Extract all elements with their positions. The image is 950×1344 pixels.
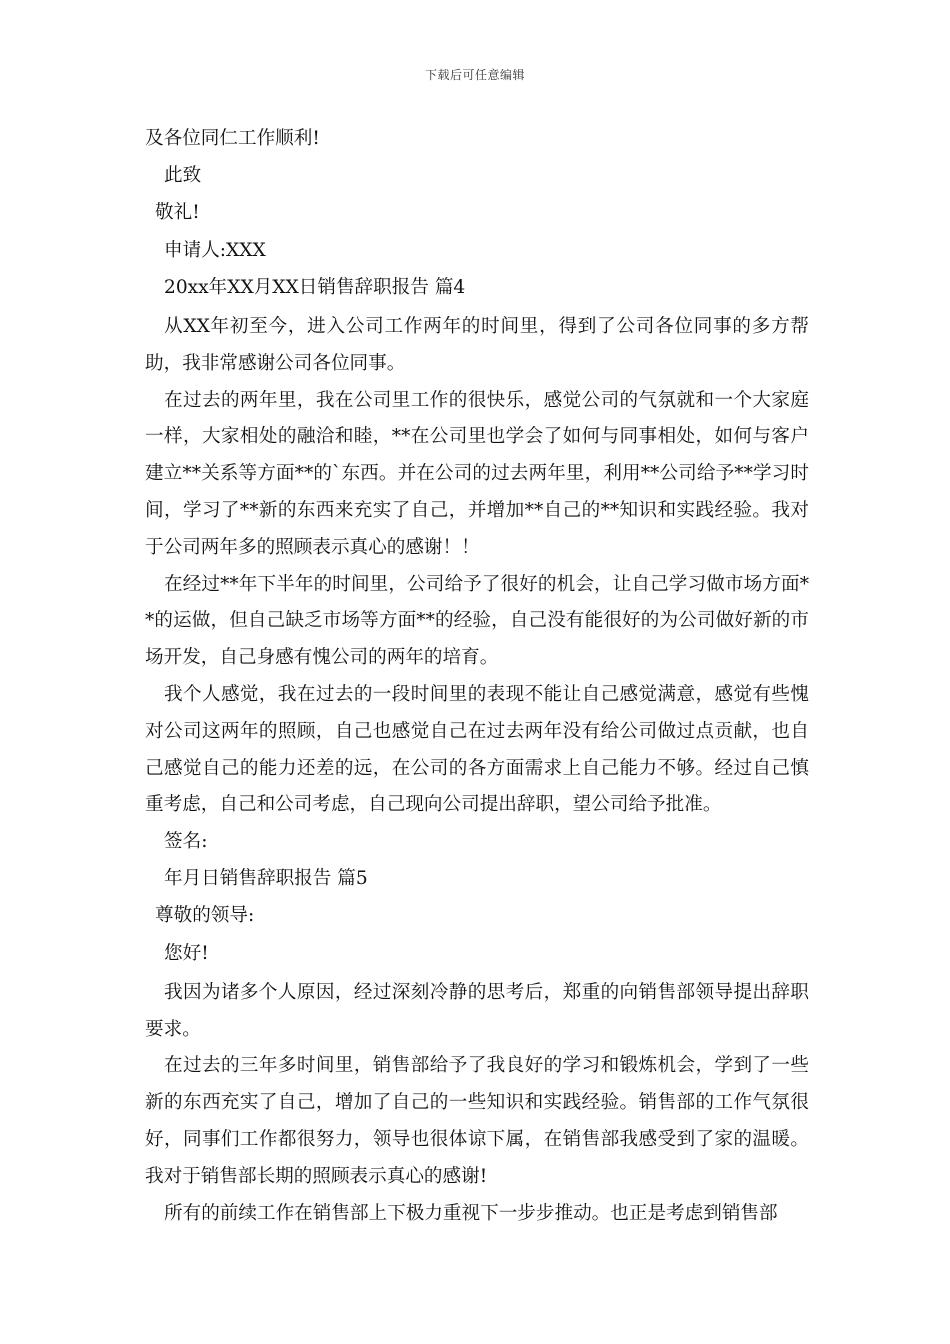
closing-wish-line: 及各位同仁工作顺利! <box>145 128 320 149</box>
page-header: 下载后可任意编辑 <box>424 68 525 82</box>
greeting-line: 您好! <box>164 942 209 964</box>
section-5-paragraph-3: 所有的前续工作在销售部上下极力重视下一步步推动。也正是考虑到销售部 <box>164 1202 778 1224</box>
section-5-paragraph-1: 我因为诸多个人原因，经过深刻冷静的思考后，郑重的向销售部领导提出辞职要求。 <box>145 981 809 1040</box>
section-4-paragraph-2: 在过去的两年里，我在公司里工作的很快乐，感觉公司的气氛就和一个大家庭一样，大家相处的融洽和睦，**在公司里也学会了如何与同事相处，如何与客户建立**关系等方面**的`东西。并在公司的过去两年里，利用**公司给予**学习时间，学习了**新的东西来充实了自己，并增加**自己的**知识和实践经验。我对于公司两年多的照顾表示真心的感谢！！ <box>145 389 809 558</box>
section-5-paragraph-2: 在过去的三年多时间里，销售部给予了我良好的学习和锻炼机会，学到了一些新的东西充实了自己，增加了自己的一些知识和实践经验。销售部的工作气氛很好，同事们工作都很努力，领导也很体谅下属，在销售部我感受到了家的温暖。我对于销售部长期的照顾表示真心的感谢! <box>145 1055 809 1187</box>
closing-salute-line: 此致 <box>164 165 202 187</box>
section-4-paragraph-1: 从XX年初至今，进入公司工作两年的时间里，得到了公司各位同事的多方帮助，我非常感谢公司各位同事。 <box>145 315 809 374</box>
section-5-title: 年月日销售辞职报告 篇5 <box>164 868 368 890</box>
applicant-line: 申请人:XXX <box>164 239 266 261</box>
document-body <box>145 123 809 1232</box>
section-4-paragraph-4: 我个人感觉，我在过去的一段时间里的表现不能让自己感觉满意，感觉有些愧对公司这两年的照顾，自己也感觉自己在过去两年没有给公司做过点贡献，也自己感觉自己的能力还差的远，在公司的各方面需求上自己能力不够。经过自己慎重考虑，自己和公司考虑，自己现向公司提出辞职，望公司给予批准。 <box>145 683 809 816</box>
salutation-line: 尊敬的领导: <box>155 905 255 927</box>
section-4-paragraph-3: 在经过**年下半年的时间里，公司给予了很好的机会，让自己学习做市场方面**的运做，但自己缺乏市场等方面**的经验，自己没有能很好的为公司做好新的市场开发，自己身感有愧公司的两年的培育。 <box>145 573 809 669</box>
section-4-title: 20xx年XX月XX日销售辞职报告 篇4 <box>164 276 466 298</box>
signature-line: 签名: <box>164 831 208 853</box>
regards-line: 敬礼! <box>155 202 200 224</box>
